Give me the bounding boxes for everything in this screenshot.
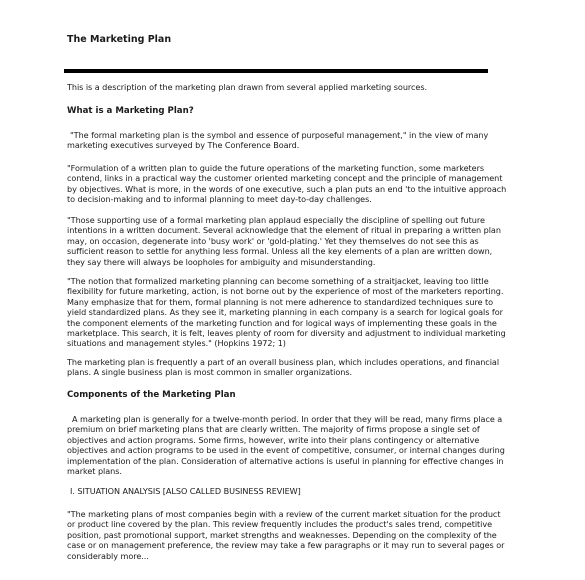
document-title: The Marketing Plan — [67, 34, 172, 45]
quote-paragraph-1: "The formal marketing plan is the symbol and essence of purposeful management," in the view of many marketing executives surveyed by The Conference Board. — [67, 130, 489, 151]
business-plan-paragraph: The marketing plan is frequently a part of an overall business plan, which includes operations, and financial plans. A single business plan is most common in smaller organizations. — [67, 357, 500, 378]
situation-analysis-label: I. SITUATION ANALYSIS [ALSO CALLED BUSINESS REVIEW] — [70, 486, 301, 496]
components-paragraph: A marketing plan is generally for a twelve-month period. In order that they will be read, many firms place a premium on brief marketing plans that are clearly written. The majority of firms propose a single set of objectives and action programs. Some firms, however, write into their plans contingency or alternative objectives and action programs to be used in the event of competitive, consumer, or internal changes during implementation of the plan. Consideration of alternative actions is useful in planning for effective changes in market plans. — [67, 414, 505, 477]
situation-analysis-paragraph: "The marketing plans of most companies begin with a review of the current market situation for the product or product line covered by the plan. This review frequently includes the product's sales trend, competitive position, past promotional support, market strengths and weaknesses. Depending on the complexity of the case or on management preference, the review may take a few paragraphs or it may run to several pages or considerably more... — [67, 509, 505, 561]
title-divider-rule — [64, 69, 488, 73]
quote-paragraph-3: "Those supporting use of a formal marketing plan applaud especially the discipline of spelling out future intentions in a written document. Several acknowledge that the element of ritual in preparing a written plan may, on occasion, degenerate into 'busy work' or 'gold-plating.' Yet they themselves do not see this as sufficient reason to settle for anything less formal. Unless all the key elements of a plan are written down, they say there will always be loopholes for ambiguity and misunderstanding. — [67, 215, 501, 267]
page-bottom-fade — [0, 574, 585, 580]
quote-paragraph-2: "Formulation of a written plan to guide the future operations of the marketing function, some marketers contend, links in a practical way the customer oriented marketing concept and the principle of management by objectives. What is more, in the words of one executive, such a plan puts an end 'to the intuitive approach to decision-making and to informal planning to meet day-to-day challenges. — [67, 163, 507, 205]
intro-paragraph: This is a description of the marketing plan drawn from several applied marketing sources. — [67, 82, 428, 92]
section-heading-what-is: What is a Marketing Plan? — [67, 106, 194, 116]
quote-paragraph-4: "The notion that formalized marketing planning can become something of a straitjacket, leaving too little flexibility for future marketing, action, is not borne out by the experience of most of the marketers reporting. Many emphasize that for them, formal planning is not mere adherence to standardized techniques sure to yield standardized plans. As they see it, marketing planning in each company is a search for logical goals for the component elements of the marketing function and for logical ways of implementing these goals in the marketplace. This search, it is felt, leaves plenty of room for diversity and adjustment to individual marketing situations and management styles." (Hopkins 1972; 1) — [67, 276, 506, 349]
section-heading-components: Components of the Marketing Plan — [67, 390, 236, 400]
